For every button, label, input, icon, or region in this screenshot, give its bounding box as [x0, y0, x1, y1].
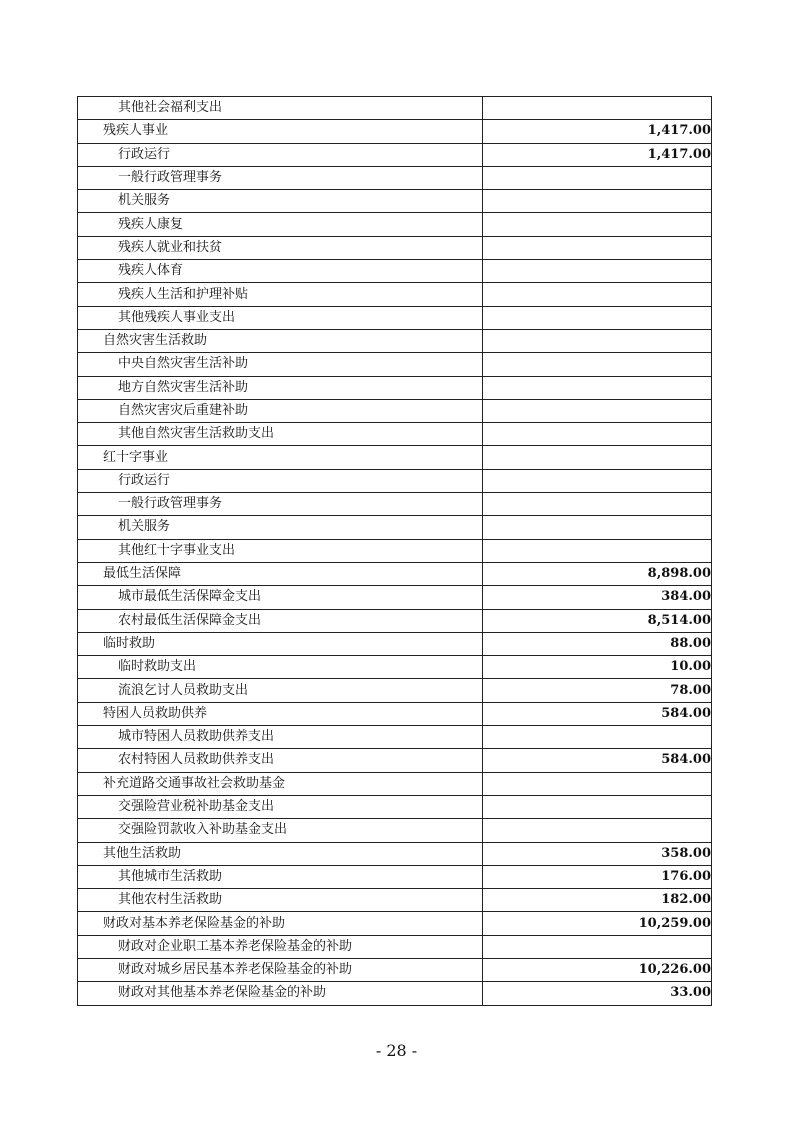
row-item-name: 财政对其他基本养老保险基金的补助 — [78, 982, 483, 1005]
row-item-name: 其他社会福利支出 — [78, 97, 483, 120]
row-item-name: 城市最低生活保障金支出 — [78, 586, 483, 609]
row-item-name: 其他城市生活救助 — [78, 865, 483, 888]
table-row — [78, 469, 712, 492]
table-row — [78, 97, 712, 120]
row-item-name: 行政运行 — [78, 469, 483, 492]
table-row — [78, 679, 712, 702]
table-row — [78, 329, 712, 352]
row-item-name: 交强险营业税补助基金支出 — [78, 795, 483, 818]
row-item-amount: 584.00 — [483, 749, 712, 772]
row-item-amount — [483, 236, 712, 259]
budget-table-body — [78, 97, 712, 1006]
row-item-name: 自然灾害生活救助 — [78, 329, 483, 352]
row-item-amount: 8,898.00 — [483, 562, 712, 585]
row-item-name: 财政对城乡居民基本养老保险基金的补助 — [78, 958, 483, 981]
row-item-name: 农村最低生活保障金支出 — [78, 609, 483, 632]
row-item-name: 农村特困人员救助供养支出 — [78, 749, 483, 772]
table-row — [78, 353, 712, 376]
row-item-name: 行政运行 — [78, 143, 483, 166]
table-row — [78, 166, 712, 189]
row-item-name: 其他农村生活救助 — [78, 889, 483, 912]
row-item-amount: 584.00 — [483, 702, 712, 725]
row-item-amount — [483, 376, 712, 399]
row-item-name: 补充道路交通事故社会救助基金 — [78, 772, 483, 795]
row-item-name: 地方自然灾害生活补助 — [78, 376, 483, 399]
row-item-amount: 8,514.00 — [483, 609, 712, 632]
row-item-amount: 78.00 — [483, 679, 712, 702]
row-item-name: 最低生活保障 — [78, 562, 483, 585]
row-item-name: 其他红十字事业支出 — [78, 539, 483, 562]
row-item-amount — [483, 190, 712, 213]
row-item-amount: 10,259.00 — [483, 912, 712, 935]
row-item-amount: 384.00 — [483, 586, 712, 609]
page-number: - 28 - — [375, 1041, 418, 1060]
table-row — [78, 283, 712, 306]
table-row — [78, 236, 712, 259]
row-item-amount — [483, 166, 712, 189]
row-item-amount — [483, 539, 712, 562]
row-item-name: 临时救助 — [78, 632, 483, 655]
row-item-amount — [483, 399, 712, 422]
row-item-amount: 88.00 — [483, 632, 712, 655]
table-row — [78, 889, 712, 912]
table-row — [78, 306, 712, 329]
table-row — [78, 260, 712, 283]
table-row — [78, 213, 712, 236]
table-row — [78, 656, 712, 679]
table-row — [78, 399, 712, 422]
table-row — [78, 493, 712, 516]
row-item-name: 残疾人康复 — [78, 213, 483, 236]
row-item-amount: 10.00 — [483, 656, 712, 679]
table-row — [78, 609, 712, 632]
table-row — [78, 749, 712, 772]
row-item-amount — [483, 329, 712, 352]
row-item-name: 临时救助支出 — [78, 656, 483, 679]
row-item-name: 财政对基本养老保险基金的补助 — [78, 912, 483, 935]
row-item-amount: 1,417.00 — [483, 143, 712, 166]
row-item-amount: 358.00 — [483, 842, 712, 865]
row-item-amount — [483, 353, 712, 376]
table-row — [78, 935, 712, 958]
row-item-name: 一般行政管理事务 — [78, 166, 483, 189]
table-row — [78, 423, 712, 446]
row-item-name: 特困人员救助供养 — [78, 702, 483, 725]
row-item-name: 机关服务 — [78, 190, 483, 213]
table-row — [78, 190, 712, 213]
row-item-amount — [483, 819, 712, 842]
row-item-name: 交强险罚款收入补助基金支出 — [78, 819, 483, 842]
table-row — [78, 562, 712, 585]
row-item-name: 其他生活救助 — [78, 842, 483, 865]
row-item-amount — [483, 493, 712, 516]
table-row — [78, 516, 712, 539]
row-item-amount — [483, 935, 712, 958]
row-item-name: 残疾人事业 — [78, 120, 483, 143]
table-row — [78, 376, 712, 399]
row-item-amount — [483, 795, 712, 818]
row-item-name: 其他残疾人事业支出 — [78, 306, 483, 329]
row-item-amount — [483, 306, 712, 329]
row-item-amount — [483, 97, 712, 120]
row-item-name: 其他自然灾害生活救助支出 — [78, 423, 483, 446]
row-item-amount — [483, 260, 712, 283]
table-row — [78, 865, 712, 888]
table-row — [78, 632, 712, 655]
row-item-amount — [483, 446, 712, 469]
table-row — [78, 726, 712, 749]
table-row — [78, 143, 712, 166]
table-row — [78, 958, 712, 981]
table-row — [78, 842, 712, 865]
row-item-name: 城市特困人员救助供养支出 — [78, 726, 483, 749]
row-item-name: 流浪乞讨人员救助支出 — [78, 679, 483, 702]
row-item-amount — [483, 772, 712, 795]
table-row — [78, 795, 712, 818]
row-item-amount — [483, 469, 712, 492]
row-item-name: 自然灾害灾后重建补助 — [78, 399, 483, 422]
budget-table — [77, 96, 712, 1006]
row-item-name: 残疾人就业和扶贫 — [78, 236, 483, 259]
row-item-amount: 10,226.00 — [483, 958, 712, 981]
row-item-name: 财政对企业职工基本养老保险基金的补助 — [78, 935, 483, 958]
row-item-amount — [483, 726, 712, 749]
table-row — [78, 539, 712, 562]
table-row — [78, 702, 712, 725]
table-row — [78, 912, 712, 935]
row-item-amount: 1,417.00 — [483, 120, 712, 143]
table-row — [78, 446, 712, 469]
row-item-name: 中央自然灾害生活补助 — [78, 353, 483, 376]
row-item-amount: 33.00 — [483, 982, 712, 1005]
table-row — [78, 586, 712, 609]
row-item-amount: 182.00 — [483, 889, 712, 912]
table-row — [78, 819, 712, 842]
table-row — [78, 772, 712, 795]
table-row — [78, 120, 712, 143]
row-item-name: 红十字事业 — [78, 446, 483, 469]
row-item-amount — [483, 516, 712, 539]
row-item-amount — [483, 213, 712, 236]
row-item-amount — [483, 423, 712, 446]
row-item-name: 一般行政管理事务 — [78, 493, 483, 516]
table-row — [78, 982, 712, 1005]
row-item-amount — [483, 283, 712, 306]
row-item-amount: 176.00 — [483, 865, 712, 888]
row-item-name: 残疾人生活和护理补贴 — [78, 283, 483, 306]
row-item-name: 机关服务 — [78, 516, 483, 539]
row-item-name: 残疾人体育 — [78, 260, 483, 283]
